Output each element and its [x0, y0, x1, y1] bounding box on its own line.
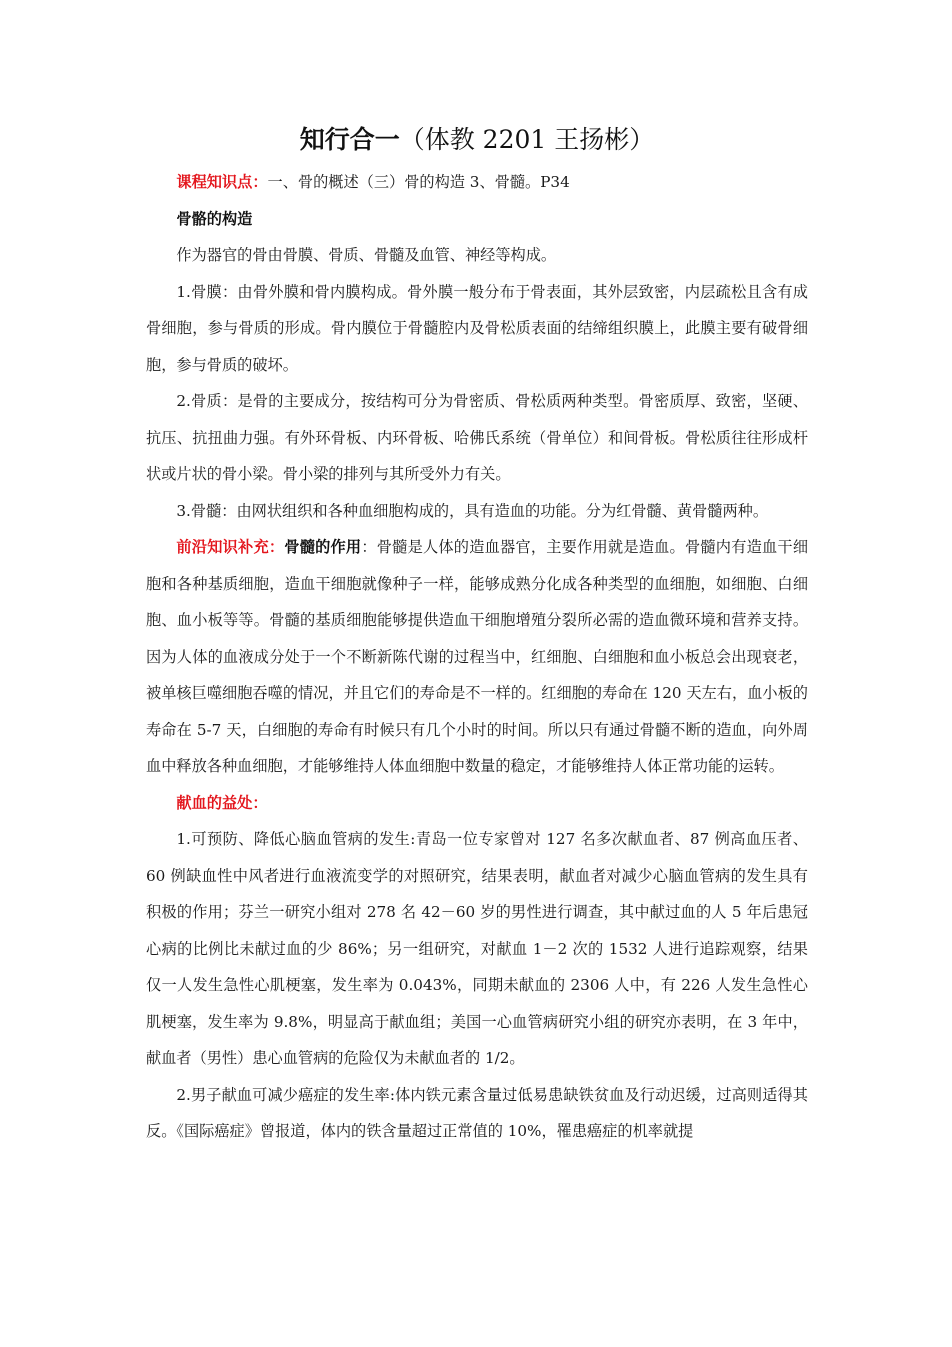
knowledge-point-paragraph	[146, 164, 808, 201]
bone-marrow-paragraph: 3.骨髓：由网状组织和各种血细胞构成的，具有造血的功能。分为红骨髓、黄骨髓两种。	[176, 501, 769, 520]
frontier-label: 前沿知识补充	[176, 538, 269, 556]
frontier-bold-term: 骨髓的作用	[284, 538, 362, 556]
intro-paragraph: 作为器官的骨由骨膜、骨质、骨髓及血管、神经等构成。	[176, 246, 557, 264]
donation-heading-text: 献血的益处：	[176, 793, 268, 812]
frontier-colon: ：	[268, 538, 285, 556]
donation-benefit-2: 2.男子献血可减少癌症的发生率:体内铁元素含量过低易患缺铁贫血及行动迟缓，过高则适得其反。《国际癌症》曾报道，体内的铁含量超过正常值的 10%，罹患癌症的机率就提	[146, 1085, 808, 1140]
periosteum-paragraph: 1.骨膜：由骨外膜和骨内膜构成。骨外膜一般分布于骨表面，其外层致密，内层疏松且含有成骨细胞，参与骨质的形成。骨内膜位于骨髓腔内及骨松质表面的结缔组织膜上，此膜主要有破骨细胞，参与骨质的破坏。	[146, 282, 808, 374]
knowledge-label: 课程知识点	[176, 173, 253, 191]
knowledge-colon: ：	[252, 173, 268, 191]
section-heading-text: 骨骼的构造	[176, 209, 253, 228]
bone-substance-paragraph: 2.骨质：是骨的主要成分，按结构可分为骨密质、骨松质两种类型。骨密质厚、致密，坚硬、抗压、抗扭曲力强。有外环骨板、内环骨板、哈佛氏系统（骨单位）和间骨板。骨松质往往形成杆状或片状的骨小梁。骨小梁的排列与其所受外力有关。	[146, 392, 808, 483]
donation-benefit-1: 1.可预防、降低心脑血管病的发生:青岛一位专家曾对 127 名多次献血者、87 例高血压者、60 例缺血性中风者进行血液流变学的对照研究，结果表明，献血者对减少心脑血管病的发生具有积极的作用；芬兰一研究小组对 278 名 42－60 岁的男性进行调查，其中献过血的人 5 年后患冠心病的比例比未献过血的少 86%；另一组研究，对献血 1－2 次的 1532 人进行追踪观察，结果仅一人发生急性心肌梗塞，发生率为 0.043%，同期未献血的 2306 人中，有 226 人发生急性心肌梗塞，发生率为 9.8%，明显高于献血组；美国一心血管病研究小组的研究亦表明，在 3 年中，献血者（男性）患心血管病的危险仅为未献血者的 1/2。	[146, 830, 808, 1067]
title-main: 知行合一	[299, 125, 400, 154]
knowledge-text: 一、骨的概述（三）骨的构造 3、骨髓。P34	[267, 173, 570, 191]
donation-heading	[146, 785, 808, 822]
frontier-paragraph	[146, 529, 808, 785]
section-heading	[146, 201, 808, 238]
document-body	[146, 120, 808, 1150]
frontier-text: ：骨髓是人体的造血器官，主要作用就是造血。骨髓内有造血干细胞和各种基质细胞，造血干细胞就像种子一样，能够成熟分化成各种类型的血细胞，如细胞、白细胞、血小板等等。骨髓的基质细胞能够提供造血干细胞增殖分裂所必需的造血微环境和营养支持。因为人体的血液成分处于一个不断新陈代谢的过程当中，红细胞、白细胞和血小板总会出现衰老，被单核巨噬细胞吞噬的情况，并且它们的寿命是不一样的。红细胞的寿命在 120 天左右，血小板的寿命在 5-7 天，白细胞的寿命有时候只有几个小时的时间。所以只有通过骨髓不断的造血，向外周血中释放各种血细胞，才能够维持人体血细胞中数量的稳定，才能够维持人体正常功能的运转。	[146, 538, 809, 775]
document-title	[146, 120, 808, 160]
title-suffix: （体教 2201 王扬彬）	[399, 125, 655, 154]
